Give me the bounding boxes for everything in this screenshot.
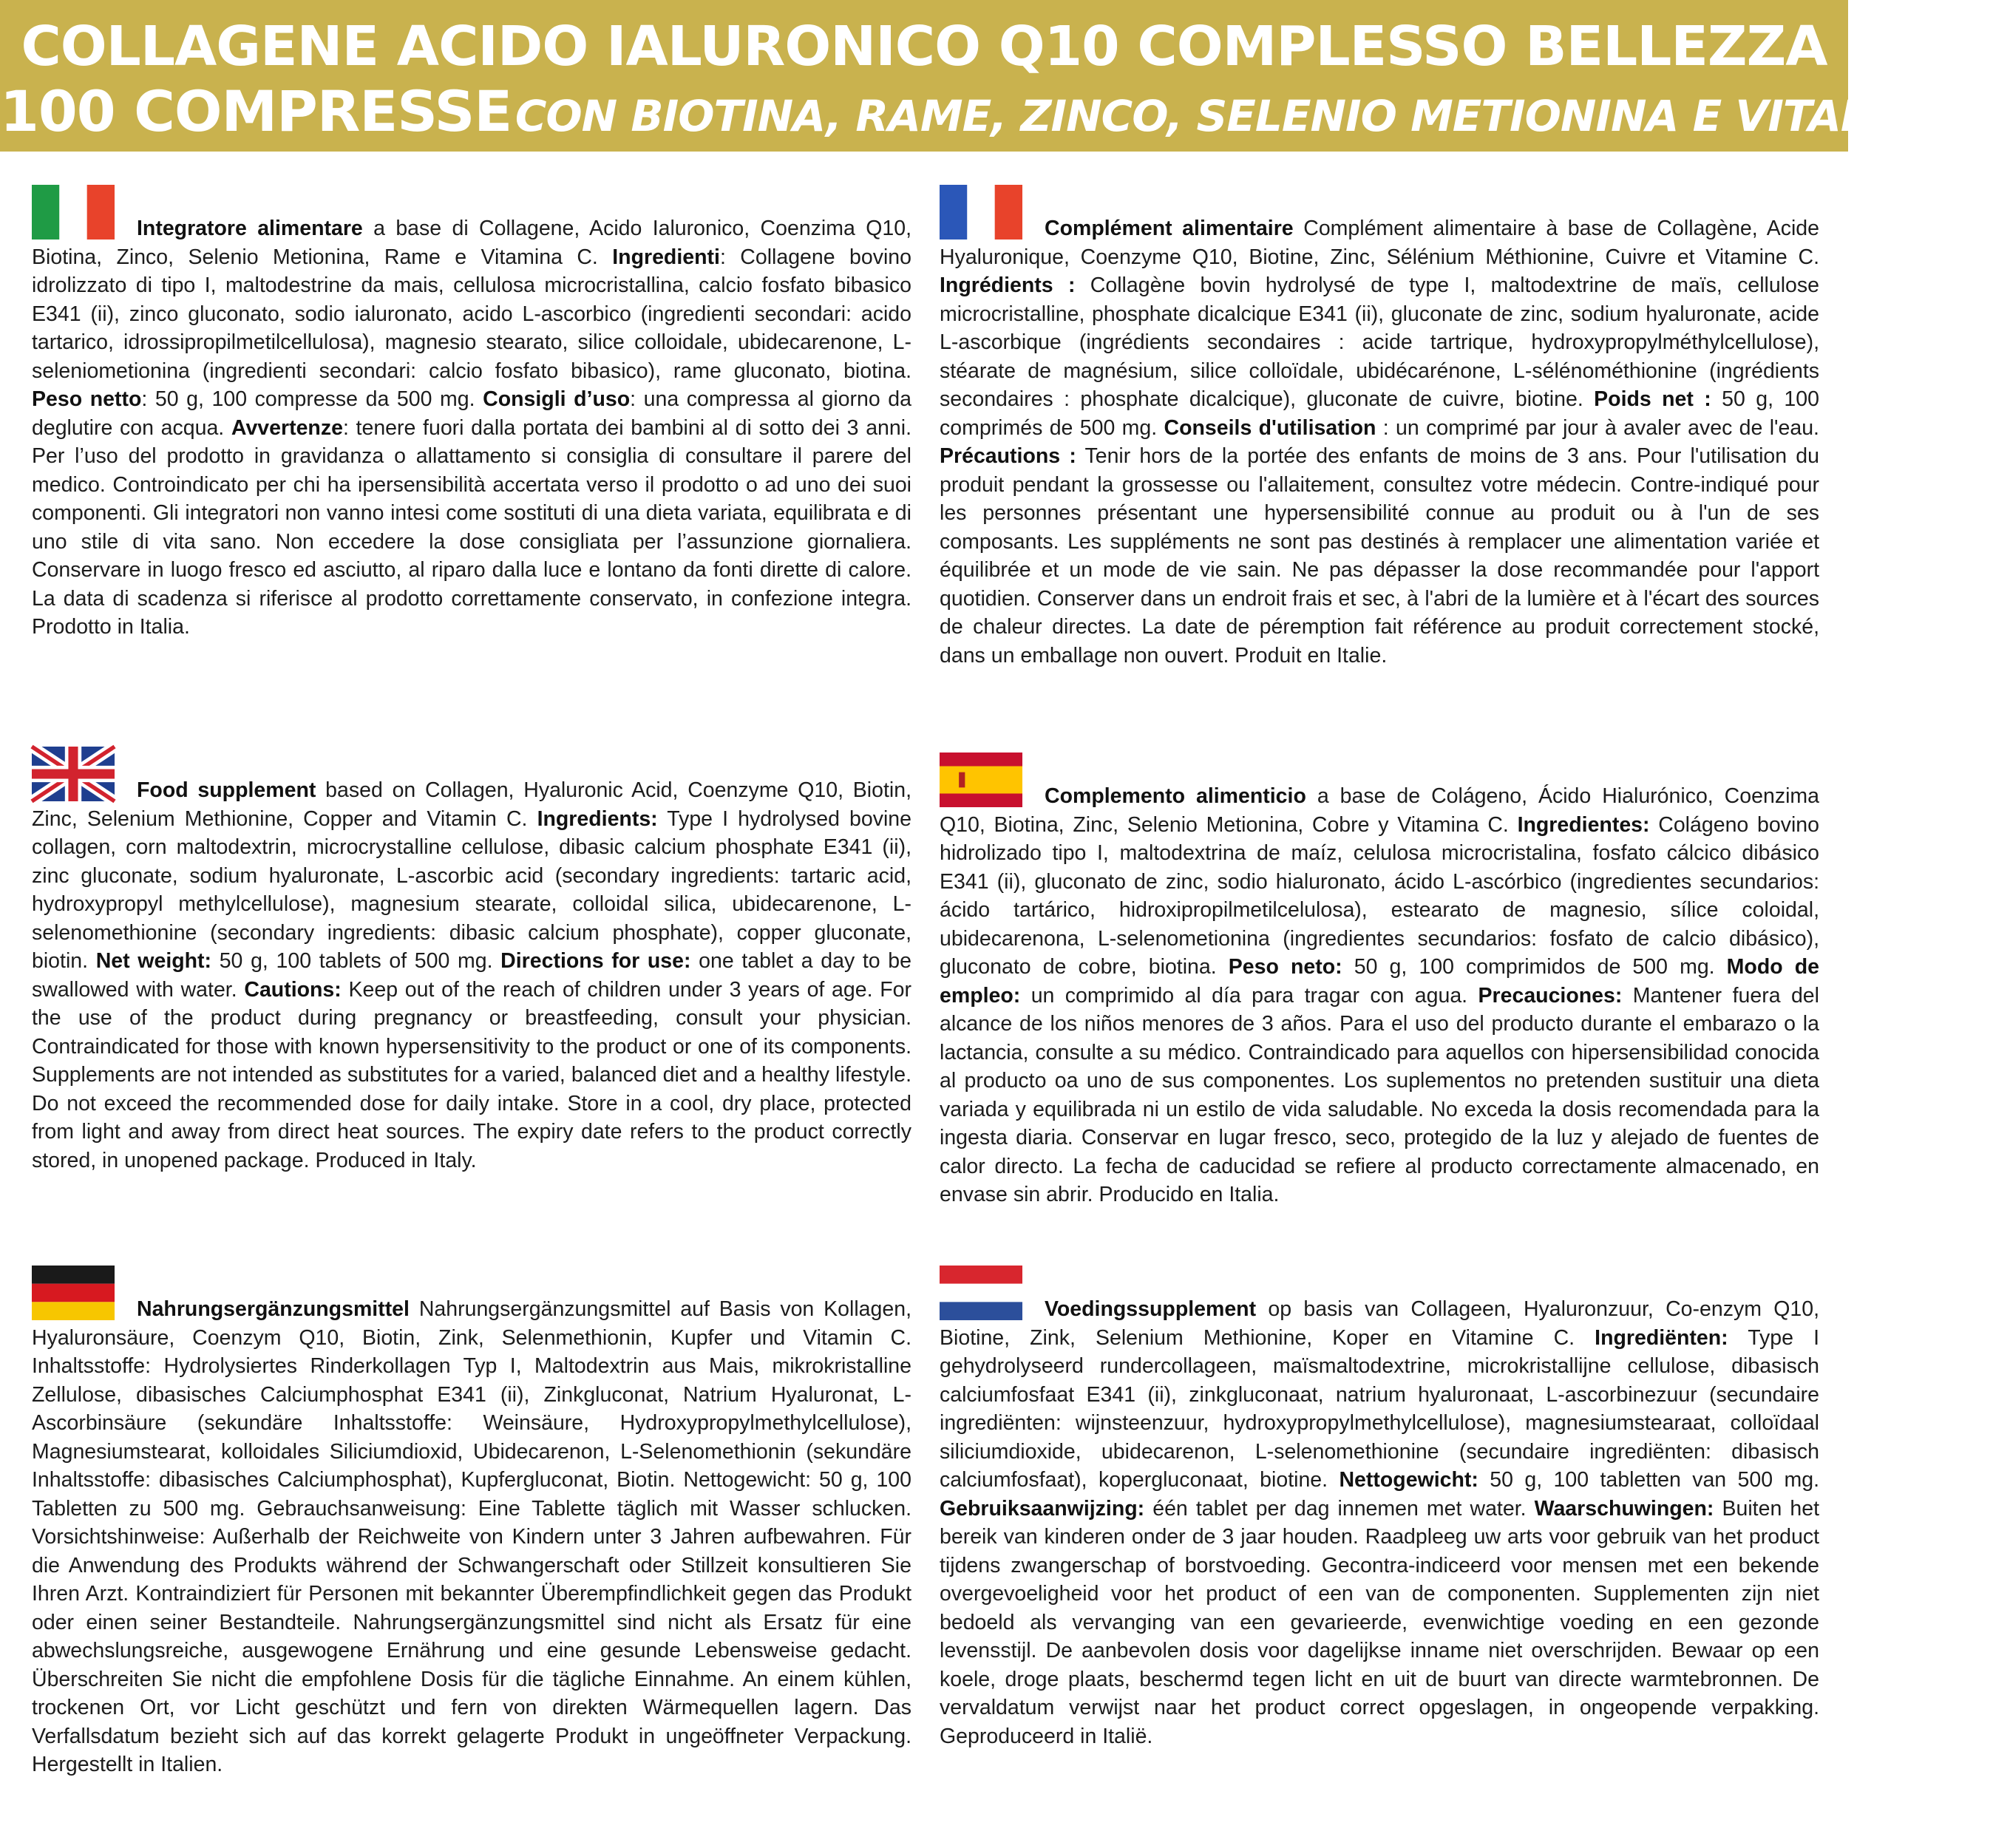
section-german	[32, 1266, 911, 1779]
text: un comprimido al día para tragar con agua.	[1020, 983, 1478, 1008]
section-spanish-text	[940, 753, 1819, 1209]
label-product-type: Food supplement	[137, 778, 316, 802]
label-net-weight: Peso netto	[32, 387, 142, 411]
text: based on Collagen, Hyaluronic Acid, Coenzyme Q10, Biotin, Zinc, Selenium Methionine, Copper and Vitamin C.	[32, 778, 911, 831]
uk-flag-icon	[32, 747, 115, 801]
text: 50 g, 100 tabletten van 500 mg.	[1478, 1468, 1820, 1492]
section-italian	[32, 185, 911, 642]
label-directions: Consigli d’uso	[483, 387, 631, 411]
label-product-type: Voedingssupplement	[1045, 1297, 1257, 1321]
label-warnings: Precauciones:	[1478, 983, 1623, 1008]
label-directions: Modo de empleo:	[940, 955, 1819, 1008]
text: 50 g, 100 comprimidos de 500 mg.	[1342, 955, 1727, 979]
text: one tablet a day to be swallowed with water.	[32, 949, 911, 1002]
text: Mantener fuera del alcance de los niños menores de 3 años. Para el uso del producto durante el embarazo o la lactancia, consulte a su médico. Contraindicado para aquellos con hipersensibilidad conocida al producto oa uno de sus componentes. Los suplementos no pretenden sustituir una dieta variada y equilibrada ni un estilo de vida saludable. No exceda la dosis recomendada para la ingesta diaria. Conservar en lugar fresco, seco, protegido de la luz y alejado de fuentes de calor directo. La fecha de caducidad se refiere al producto correctamente almacenado, en envase sin abrir. Producido en Italia.	[940, 983, 1819, 1206]
text: Nahrungsergänzungsmittel auf Basis von Kollagen, Hyaluronsäure, Coenzym Q10, Biotin, Zink, Selenmethionin, Kupfer und Vitamin C. Inhaltsstoffe: Hydrolysiertes Rinderkollagen Typ I, Maltodextrin aus Mais, mikrokristalline Zellulose, dibasisches Calciumphosphat E341 (ii), Zinkgluconat, Natrium Hyaluronat, L-Ascorbinsäure (sekundäre Inhaltsstoffe: Weinsäure, Hydroxypropylmethylcellulose), Magnesiumstearat, kolloidales Siliciumdioxid, Ubidecarenon, L-Selenomethionin (sekundäre Inhaltsstoffe: dibasisches Calciumphosphat), Kupfergluconat, Biotin. Nettogewicht: 50 g, 100 Tabletten zu 500 mg. Gebrauchsanweisung: Eine Tablette täglich mit Wasser schlucken. Vorsichtshinweise: Außerhalb der Reichweite von Kindern unter 3 Jahren aufbewahren. Für die Anwendung des Produkts während der Schwangerschaft oder Stillzeit konsultieren Sie Ihren Arzt. Kontraindiziert für Personen mit bekannter Überempfindlichkeit gegen das Produkt oder einen seiner Bestandteile. Nahrungsergänzungsmittel sind nicht als Ersatz für eine abwechslungsreiche, ausgewogene Ernährung und eine gesunde Lebensweise gedacht. Überschreiten Sie nicht die empfohlene Dosis für die tägliche Einnahme. An einem kühlen, trockenen Ort, vor Licht geschützt und fern von direkten Wärmequellen lagern. Das Verfallsdatum bezieht sich auf das korrekt gelagerte Produkt in ungeöffneter Verpackung. Hergestellt in Italien.	[32, 1297, 911, 1776]
product-subtitle: CON BIOTINA, RAME, ZINCO, SELENIO METIONINA E VITAMINA C	[515, 91, 2010, 141]
label-warnings: Waarschuwingen:	[1534, 1496, 1714, 1521]
text: één tablet per dag innemen met water.	[1144, 1496, 1535, 1521]
section-english-text	[32, 747, 911, 1175]
label-net-weight: Peso neto:	[1228, 955, 1342, 979]
text: Keep out of the reach of children under 3 years of age. For the use of the product during pregnancy or breastfeeding, consult your physician. Contraindicated for those with known hypersensitivity to the product or one of its components. Supplements are not intended as substitutes for a varied, balanced diet and a healthy lifestyle. Do not exceed the recommended dose for daily intake. Store in a cool, dry place, protected from light and away from direct heat sources. The expiry date refers to the product correctly stored, in unopened package. Produced in Italy.	[32, 977, 911, 1172]
label-warnings: Cautions:	[244, 977, 342, 1002]
label-ingredients: Ingredienti	[612, 245, 720, 269]
label-net-weight: Nettogewicht:	[1339, 1468, 1478, 1492]
label-ingredients: Ingrediënten:	[1595, 1325, 1728, 1350]
label-net-weight: Net weight:	[95, 949, 212, 973]
label-directions: Directions for use:	[500, 949, 691, 973]
product-title-line2	[0, 78, 2010, 159]
section-italian-text	[32, 185, 911, 642]
product-count: 100 COMPRESSE	[0, 78, 512, 144]
text: 50 g, 100 comprimés de 500 mg.	[940, 387, 1819, 440]
label-directions: Conseils d'utilisation	[1164, 415, 1376, 440]
text: : un comprimé par jour à avaler avec de l'eau.	[1376, 415, 1819, 440]
netherlands-flag-icon	[940, 1266, 1022, 1320]
text: Buiten het bereik van kinderen onder de 3 jaar houden. Raadpleeg uw arts voor gebruik van het product tijdens zwangerschap of borstvoeding. Gecontra-indiceerd voor mensen met een bekende overgevoeligheid voor het product of een van de componenten. Supplementen zijn niet bedoeld als vervanging van een gevarieerde, evenwichtige voeding en een gezonde levensstijl. De aanbevolen dosis voor dagelijkse inname niet overschrijden. Bewaar op een koele, droge plaats, beschermd tegen licht en uit de buurt van directe warmtebronnen. De vervaldatum verwijst naar het product correct opgeslagen, in ongeopende verpakking. Geproduceerd in Italië.	[940, 1496, 1819, 1748]
label-warnings: Précautions :	[940, 444, 1076, 468]
label-ingredients: Ingrédients :	[940, 274, 1076, 297]
section-spanish	[940, 753, 1819, 1209]
text: op basis van Collageen, Hyaluronzuur, Co-enzym Q10, Biotine, Zink, Selenium Methionine, Koper en Vitamine C.	[940, 1297, 1819, 1350]
italy-flag-icon	[32, 185, 115, 240]
product-title-line1: COLLAGENE ACIDO IALURONICO Q10 COMPLESSO BELLEZZA	[21, 15, 1827, 78]
section-english	[32, 747, 911, 1175]
section-french-text	[940, 185, 1819, 670]
label-product-type: Integratore alimentare	[137, 217, 363, 240]
spain-flag-icon	[940, 753, 1022, 807]
section-dutch	[940, 1266, 1819, 1750]
text: Complément alimentaire à base de Collagène, Acide Hyaluronique, Coenzyme Q10, Biotine, Zinc, Sélénium Méthionine, Cuivre et Vitamine C.	[940, 217, 1819, 269]
label-ingredients: Ingredients:	[537, 806, 658, 831]
label-warnings: Avvertenze	[231, 415, 343, 440]
text: Type I gehydrolyseerd rundercollageen, maïsmaltodextrine, microkristallijne cellulose, dibasisch calciumfosfaat E341 (ii), zinkgluconaat, natrium hyaluronaat, L-ascorbinezuur (secundaire ingrediënten: wijnsteenzuur, hydroxypropylmethylcellulose), magnesiumstearaat, colloïdaal siliciumdioxide, ubidecarenon, L-selenomethionine (secundaire ingrediënten: dibasisch calciumfosfaat), kopergluconaat, biotine.	[940, 1325, 1819, 1492]
section-dutch-text	[940, 1266, 1819, 1750]
text: : tenere fuori dalla portata dei bambini al di sotto dei 3 anni. Per l’uso del prodotto in gravidanza o allattamento si consiglia di consultare il parere del medico. Controindicato per chi ha ipersensibilità accertata verso il prodotto o ad uno dei suoi componenti. Gli integratori non vanno intesi come sostituti di una dieta variata, equilibrata e di uno stile di vita sano. Non eccedere la dose consigliata per l’assunzione giornaliera. Conservare in luogo fresco ed asciutto, al riparo dalla luce e lontano da fonti dirette di calore. La data di scadenza si riferisce al prodotto correttamente conservato, in confezione integra. Prodotto in Italia.	[32, 415, 911, 639]
text: Tenir hors de la portée des enfants de moins de 3 ans. Pour l'utilisation du produit pendant la grossesse ou l'allaitement, consultez votre médecin. Contre-indiqué pour les personnes présentant une hypersensibilité connue au produit ou à l'un de ses composants. Les suppléments ne sont pas destinés à remplacer une alimentation variée et équilibrée et un mode de vie sain. Ne pas dépasser la dose recommandée pour l'apport quotidien. Conserver dans un endroit frais et sec, à l'abri de la lumière et à l'écart des sources de chaleur directes. La date de péremption fait référence au produit correctement stocké, dans un emballage non ouvert. Produit en Italie.	[940, 444, 1819, 667]
text: a base di Collagene, Acido Ialuronico, Coenzima Q10, Biotina, Zinco, Selenio Metionina, Rame e Vitamina C.	[32, 217, 911, 269]
text: Collagène bovin hydrolysé de type I, maltodextrine de maïs, cellulose microcristalline, phosphate dicalcique E341 (ii), gluconate de zinc, sodium hyaluronate, acide L-ascorbique (ingrédients secondaires : acide tartrique, hydroxypropylméthylcellulose), stéarate de magnésium, silice colloïdale, ubidécarénone, L-sélénométhionine (ingrédients secondaires : phosphate dicalcique), gluconate de cuivre, biotine.	[940, 274, 1820, 411]
text: Type I hydrolysed bovine collagen, corn maltodextrin, microcrystalline cellulose, dibasic calcium phosphate E341 (ii), zinc gluconate, sodium hyaluronate, L-ascorbic acid (secondary ingredients: tartaric acid, hydroxypropyl methylcellulose), magnesium stearate, colloidal silica, ubidecarenone, L-selenomethionine (secondary ingredients: dibasic calcium phosphate), copper gluconate, biotin.	[32, 806, 912, 973]
title-banner	[0, 0, 2010, 152]
label-product-type: Nahrungsergänzungsmittel	[137, 1297, 410, 1321]
text: a base de Colágeno, Ácido Hialurónico, Coenzima Q10, Biotina, Zinc, Selenio Metionina, Cobre y Vitamina C.	[940, 784, 1819, 837]
label-ingredients: Ingredientes:	[1517, 812, 1650, 837]
label-product-type: Complément alimentaire	[1045, 217, 1294, 240]
text: : 50 g, 100 compresse da 500 mg.	[141, 387, 483, 411]
france-flag-icon	[940, 185, 1022, 240]
text: : Collagene bovino idrolizzato di tipo I, maltodestrine da mais, cellulosa microcristallina, calcio fosfato bibasico E341 (ii), zinco gluconato, sodio ialuronato, acido L-ascorbico (ingredienti secondari: acido tartarico, idrossipropilmetilcellulosa), magnesio stearato, silice colloidale, ubidecarenone, L-seleniometionina (ingredienti secondari: calcio fosfato bibasico), rame gluconato, biotina.	[32, 245, 912, 383]
section-german-text	[32, 1266, 911, 1779]
text: Colágeno bovino hidrolizado tipo I, maltodextrina de maíz, celulosa microcristalina, fosfato cálcico dibásico E341 (ii), gluconato de zinc, sodio hialuronato, ácido L-ascórbico (ingredientes secundarios: ácido tartárico, hidroxipropilmetilcelulosa), estearato de magnesio, sílice coloidal, ubidecarenona, L-selenometionina (ingredientes secundarios: fosfato de calcio dibásico), gluconato de cobre, biotina.	[940, 812, 1819, 979]
label-net-weight: Poids net :	[1594, 387, 1711, 411]
text: : una compressa al giorno da deglutire con acqua.	[32, 387, 912, 440]
text: 50 g, 100 tablets of 500 mg.	[211, 949, 501, 973]
label-product-type: Complemento alimenticio	[1045, 784, 1306, 808]
label-directions: Gebruiksaanwijzing:	[940, 1496, 1145, 1521]
section-french	[940, 185, 1819, 670]
germany-flag-icon	[32, 1266, 115, 1320]
